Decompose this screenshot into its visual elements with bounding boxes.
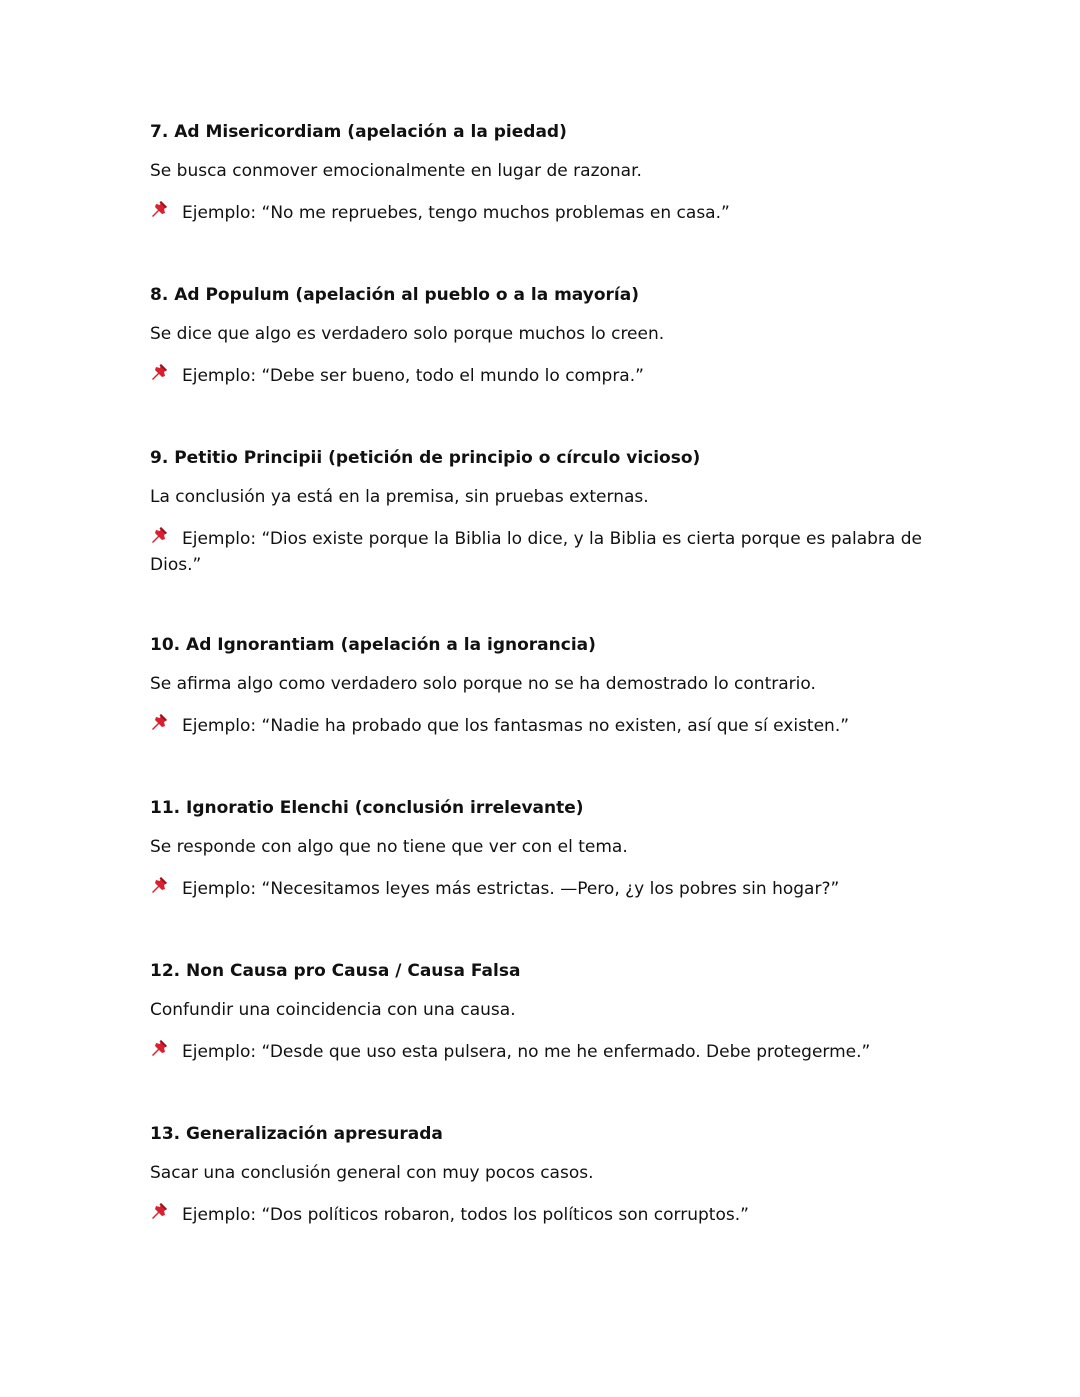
section-heading: 13. Generalización apresurada [150,1124,443,1144]
pushpin-icon [150,1202,172,1222]
section-description: Se responde con algo que no tiene que ver con el tema. [150,837,628,857]
section-heading: 11. Ignoratio Elenchi (conclusión irrelevante) [150,798,584,818]
section-example [150,713,940,739]
section-example [150,876,940,902]
section-description: Sacar una conclusión general con muy pocos casos. [150,1163,594,1183]
section-heading: 8. Ad Populum (apelación al pueblo o a la mayoría) [150,285,639,305]
fallacy-section-9 [150,446,940,578]
fallacy-section-12 [150,959,940,1065]
example-text: Ejemplo: “No me repruebes, tengo muchos problemas en casa.” [182,203,730,223]
section-example [150,363,940,389]
pushpin-icon [150,526,172,546]
example-text: Ejemplo: “Dos políticos robaron, todos los políticos son corruptos.” [182,1205,749,1225]
pushpin-icon [150,200,172,220]
fallacy-section-8 [150,283,940,389]
section-example [150,1039,940,1065]
section-example [150,526,940,578]
pushpin-icon [150,1039,172,1059]
section-heading: 9. Petitio Principii (petición de principio o círculo vicioso) [150,448,701,468]
section-heading: 7. Ad Misericordiam (apelación a la piedad) [150,122,567,142]
section-example [150,1202,940,1228]
section-description: Se busca conmover emocionalmente en lugar de razonar. [150,161,642,181]
fallacy-section-7 [150,120,940,226]
fallacy-section-10 [150,633,940,739]
section-description: Se dice que algo es verdadero solo porque muchos lo creen. [150,324,665,344]
document-page [150,120,940,1228]
section-description: Se afirma algo como verdadero solo porque no se ha demostrado lo contrario. [150,674,816,694]
fallacy-section-13 [150,1122,940,1228]
section-heading: 12. Non Causa pro Causa / Causa Falsa [150,961,521,981]
section-example [150,200,940,226]
pushpin-icon [150,713,172,733]
example-text: Ejemplo: “Debe ser bueno, todo el mundo lo compra.” [182,366,644,386]
example-text: Ejemplo: “Nadie ha probado que los fantasmas no existen, así que sí existen.” [182,716,850,736]
pushpin-icon [150,876,172,896]
pushpin-icon [150,363,172,383]
section-description: Confundir una coincidencia con una causa. [150,1000,516,1020]
section-heading: 10. Ad Ignorantiam (apelación a la ignorancia) [150,635,596,655]
example-text: Ejemplo: “Dios existe porque la Biblia lo dice, y la Biblia es cierta porque es palabra de Dios.” [150,529,922,575]
example-text: Ejemplo: “Desde que uso esta pulsera, no me he enfermado. Debe protegerme.” [182,1042,871,1062]
section-description: La conclusión ya está en la premisa, sin pruebas externas. [150,487,649,507]
example-text: Ejemplo: “Necesitamos leyes más estrictas. —Pero, ¿y los pobres sin hogar?” [182,879,840,899]
fallacy-section-11 [150,796,940,902]
